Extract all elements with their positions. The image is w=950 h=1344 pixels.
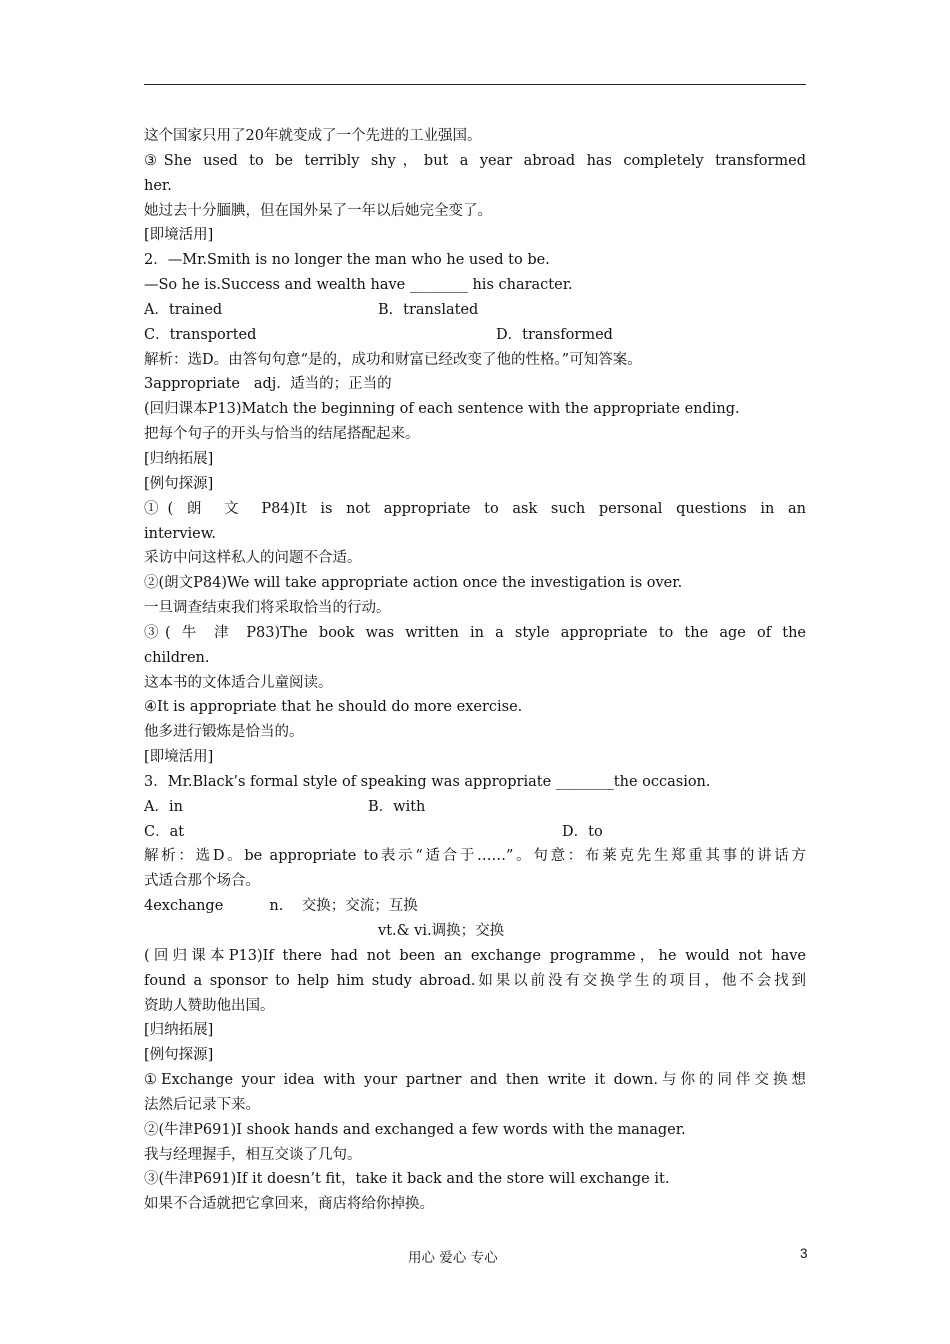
section-label: [即境活用] [144, 749, 214, 766]
page-number: 3 [800, 1246, 808, 1261]
question-stem: 3．Mr.Black’s formal style of speaking was appropriate ________the occasion. [144, 773, 711, 790]
text-line: her. [144, 177, 172, 194]
option-a: A．trained [144, 301, 223, 318]
text-line: (回归课本P13)If there had not been an exchange programme，he would not have [144, 947, 806, 964]
options-row [144, 820, 806, 845]
text-line: ③(牛津P691)If it doesn’t fit，take it back and the store will exchange it. [144, 1171, 670, 1188]
vocab-heading: 4exchange n. 交换；交流；互换 [144, 898, 418, 915]
option-d: D．transformed [496, 326, 613, 343]
answer-analysis: 解析：选D。be appropriate to表示“适合于……”。句意：布莱克先生郑重其事的讲话方 [144, 848, 806, 865]
question-stem: 2．—Mr.Smith is no longer the man who he used to be. [144, 252, 550, 269]
text-line: 她过去十分腼腆，但在国外呆了一年以后她完全变了。 [144, 202, 492, 219]
option-b: B．with [368, 798, 426, 815]
option-b: B．translated [378, 301, 479, 318]
question-stem: —So he is.Success and wealth have ________ his character. [144, 277, 573, 294]
text-line: (回归课本P13)Match the beginning of each sentence with the appropriate ending. [144, 401, 740, 418]
text-line: 法然后记录下来。 [144, 1096, 260, 1113]
header-rule [144, 84, 806, 85]
text-line: 他多进行锻炼是恰当的。 [144, 724, 304, 741]
text-line: 我与经理握手，相互交谈了几句。 [144, 1146, 362, 1163]
text-line: interview. [144, 525, 217, 542]
section-label: [即境活用] [144, 227, 214, 244]
section-label: [例句探源] [144, 1047, 214, 1064]
text-line: 这本书的文体适合儿童阅读。 [144, 674, 333, 691]
option-d: D．to [562, 823, 603, 840]
text-line: ①Exchange your idea with your partner and then write it down.与你的同伴交换想 [144, 1072, 806, 1089]
text-line: children. [144, 649, 210, 666]
answer-analysis: 解析：选D。由答句句意“是的，成功和财富已经改变了他的性格。”可知答案。 [144, 351, 642, 368]
text-line: found a sponsor to help him study abroad.如果以前没有交换学生的项目，他不会找到 [144, 972, 806, 989]
section-label: [例句探源] [144, 475, 214, 492]
text-line: ②(朗文P84)We will take appropriate action once the investigation is over. [144, 575, 683, 592]
text-line: 如果不合适就把它拿回来，商店将给你掉换。 [144, 1196, 434, 1213]
footer-motto: 用心 爱心 专心 [408, 1250, 498, 1266]
text-line: ③( 牛 津 P83)The book was written in a style appropriate to the age of the [144, 624, 806, 641]
text-line: 采访中问这样私人的问题不合适。 [144, 550, 362, 567]
options-row [144, 323, 806, 348]
text-line: 这个国家只用了20年就变成了一个先进的工业强国。 [144, 128, 482, 144]
text-line: 资助人赞助他出国。 [144, 997, 275, 1014]
options-row [144, 795, 806, 820]
text-line: ③She used to be terribly shy，but a year abroad has completely transformed [144, 152, 806, 169]
vocab-heading: 3appropriate adj. 适当的；正当的 [144, 376, 392, 393]
text-line: ②(牛津P691)I shook hands and exchanged a few words with the manager. [144, 1121, 686, 1138]
option-c: C．at [144, 823, 185, 840]
text-line: 把每个句子的开头与恰当的结尾搭配起来。 [144, 426, 420, 443]
text-line: 一旦调查结束我们将采取恰当的行动。 [144, 600, 391, 617]
text-line: ④It is appropriate that he should do more exercise. [144, 699, 523, 716]
document-body [144, 124, 806, 1217]
text-line: ①( 朗 文 P84)It is not appropriate to ask such personal questions in an [144, 500, 806, 517]
section-label: [归纳拓展] [144, 450, 214, 467]
answer-analysis: 式适合那个场合。 [144, 873, 260, 890]
option-a: A．in [144, 798, 183, 815]
options-row [144, 298, 806, 323]
section-label: [归纳拓展] [144, 1022, 214, 1039]
vocab-heading-cont: vt.& vi.调换；交换 [378, 923, 505, 939]
option-c: C．transported [144, 326, 257, 343]
